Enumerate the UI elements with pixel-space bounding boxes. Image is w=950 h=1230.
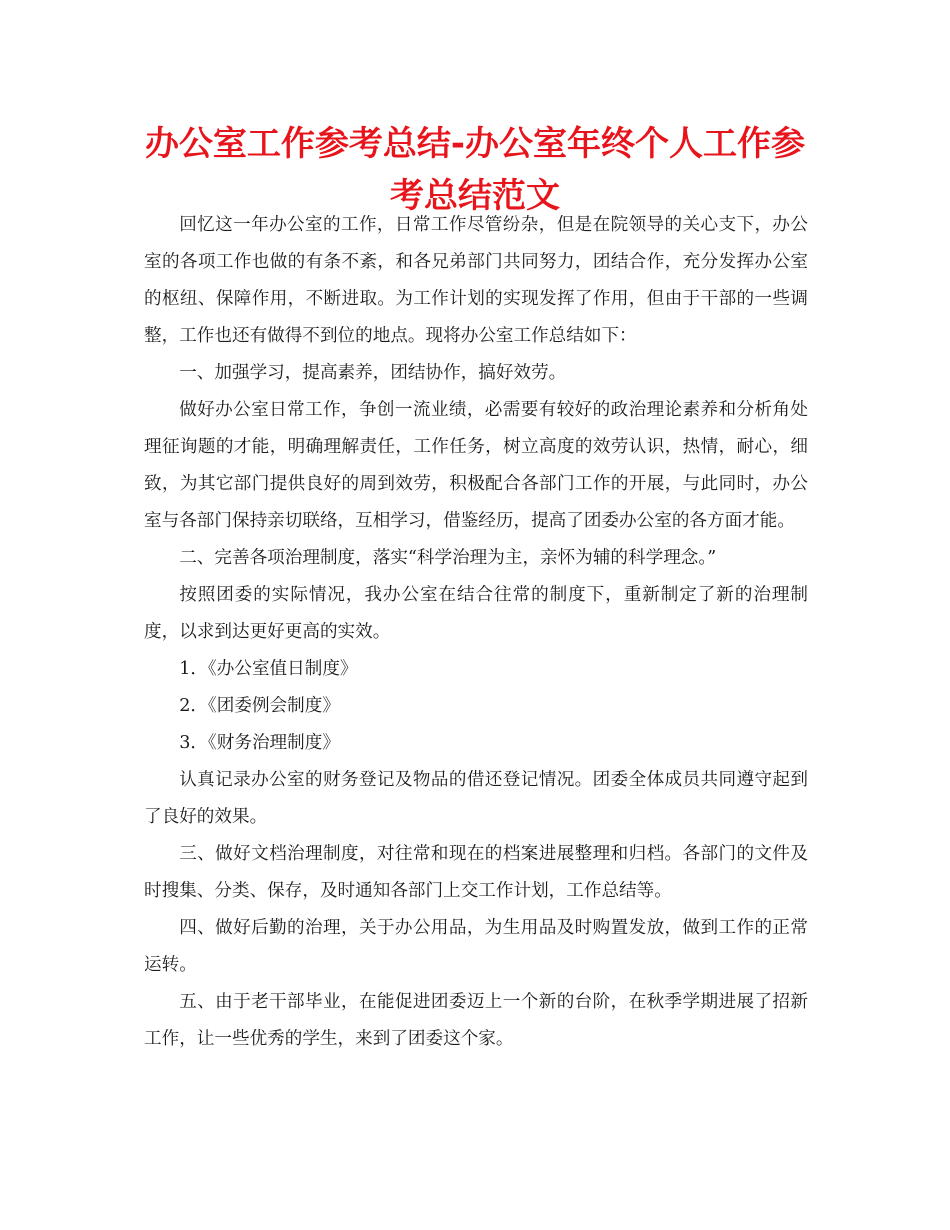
list-item-1: 1．《办公室值日制度》 (179, 659, 358, 679)
paragraph-intro: 回忆这一年办公室的工作，日常工作尽管纷杂，但是在院领导的关心支下，办公室的各项工作也做的有条不紊，和各兄弟部门共同努力，团结合作，充分发挥办公室的枢纽、保障作用，不断进取。为工作计划的实现发挥了作用，但由于干部的一些调整，工作也还有做得不到位的地点。现将办公室工作总结如下： (144, 215, 808, 346)
list-item-3: 3．《财务治理制度》 (179, 733, 340, 753)
section-heading-5: 五、由于老干部毕业，在能促进团委迈上一个新的台阶，在秋季学期进展了招新工作，让一些优秀的学生，来到了团委这个家。 (144, 992, 808, 1049)
section-heading-4: 四、做好后勤的治理，关于办公用品，为生用品及时购置发放，做到工作的正常运转。 (144, 918, 808, 975)
section-heading-3: 三、做好文档治理制度，对往常和现在的档案进展整理和归档。各部门的文件及时搜集、分类、保存，及时通知各部门上交工作计划，工作总结等。 (144, 844, 808, 901)
section-heading-2: 二、完善各项治理制度，落实“科学治理为主，亲怀为辅的科学理念。” (179, 548, 717, 568)
section-heading-1: 一、加强学习，提高素养，团结协作，搞好效劳。 (179, 363, 567, 383)
document-body (144, 207, 808, 1058)
paragraph-section-1: 做好办公室日常工作，争创一流业绩，必需要有较好的政治理论素养和分析角处理征询题的才能，明确理解责任，工作任务，树立高度的效劳认识，热情，耐心，细致，为其它部门提供良好的周到效劳，积极配合各部门工作的开展，与此同时，办公室与各部门保持亲切联络，互相学习，借鉴经历，提高了团委办公室的各方面才能。 (144, 400, 808, 531)
paragraph-section-2: 按照团委的实际情况，我办公室在结合往常的制度下，重新制定了新的治理制度，以求到达更好更高的实效。 (144, 585, 808, 642)
document-title: 办公室工作参考总结-办公室年终个人工作参考总结范文 (144, 124, 806, 216)
paragraph-finance: 认真记录办公室的财务登记及物品的借还登记情况。团委全体成员共同遵守起到了良好的效果。 (144, 770, 808, 827)
list-item-2: 2．《团委例会制度》 (179, 696, 340, 716)
